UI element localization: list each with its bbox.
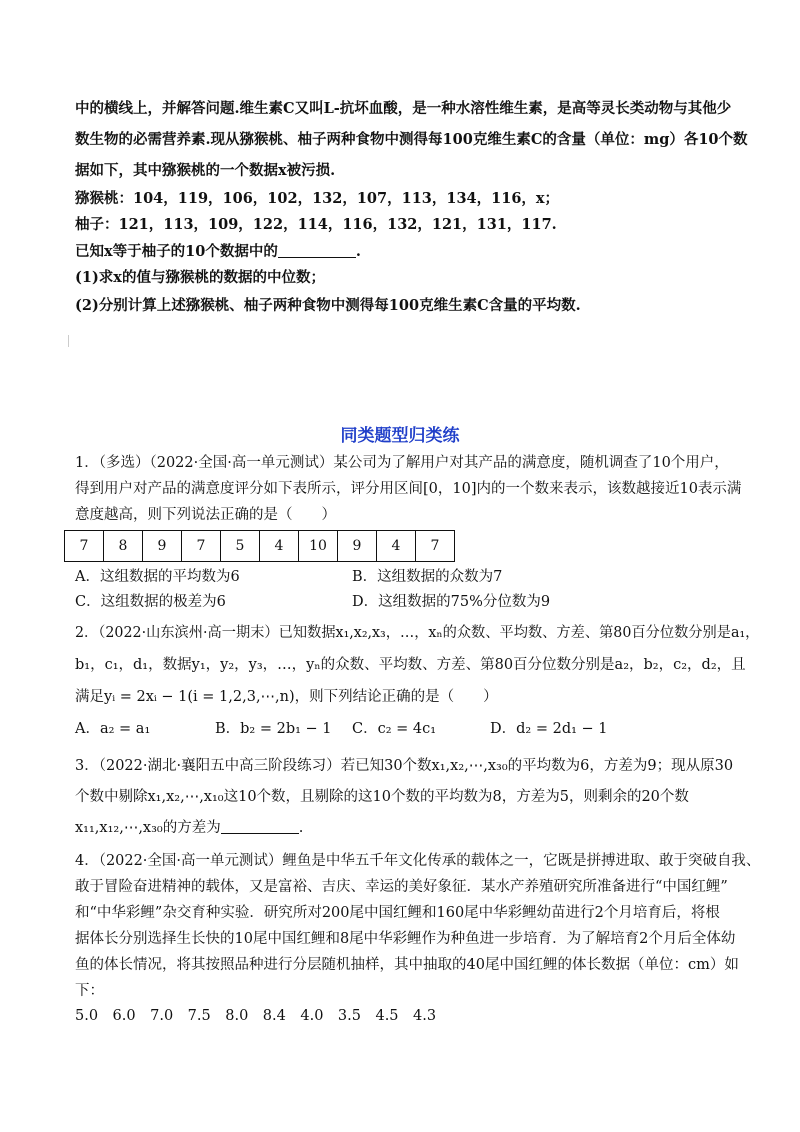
p2-text-line: b₁，c₁，d₁，数据y₁，y₂，y₃，…，yₙ的众数、平均数、方差、第80百分位数分别是a₂，b₂，c₂，d₂，且 <box>75 657 746 673</box>
p4-data-line: 5.0 6.0 7.0 7.5 8.0 8.4 4.0 3.5 4.5 4.3 <box>75 1008 437 1024</box>
p2-text-line: 满足yᵢ = 2xᵢ − 1(i = 1,2,3,⋯,n)，则下列结论正确的是（ ） <box>75 689 498 705</box>
problem-blank-text: 已知x等于柚子的10个数据中的 <box>75 243 278 260</box>
p1-option-c[interactable]: C．这组数据的极差为6 <box>75 594 226 610</box>
margin-mark <box>68 335 69 347</box>
problem-blank-line <box>75 242 361 262</box>
answer-blank[interactable] <box>278 243 356 258</box>
p4-text-line: 据体长分别选择生长快的10尾中国红鲤和8尾中华彩鲤作为种鱼进一步培育．为了解培育2个月后全体幼 <box>75 931 736 947</box>
p2-text-line: 2．（2022·山东滨州·高一期末）已知数据x₁,x₂,x₃，…，xₙ的众数、平均数、方差、第80百分位数分别是a₁， <box>75 625 760 641</box>
table-cell: 10 <box>299 531 338 562</box>
problem-text-line: 中的横线上，并解答问题.维生素C又叫L-抗坏血酸，是一种水溶性维生素，是高等灵长类动物与其他少 <box>75 100 732 117</box>
table-row <box>65 531 455 562</box>
p2-option-a[interactable]: A．a₂ = a₁ <box>75 721 151 737</box>
answer-blank[interactable] <box>221 819 299 834</box>
p1-option-a[interactable]: A．这组数据的平均数为6 <box>75 569 240 585</box>
p3-text-line: 3．（2022·湖北·襄阳五中高三阶段练习）若已知30个数x₁,x₂,⋯,x₃₀的平均数为6，方差为9；现从原30 <box>75 758 734 774</box>
question-1: (1)求x的值与猕猴桃的数据的中位数； <box>75 269 325 286</box>
problem-text-line: 据如下，其中猕猴桃的一个数据x被污损. <box>75 162 336 179</box>
table-cell: 8 <box>104 531 143 562</box>
p2-option-b[interactable]: B．b₂ = 2b₁ − 1 <box>215 721 332 737</box>
problem-blank-end: . <box>355 243 361 260</box>
p1-option-b[interactable]: B．这组数据的众数为7 <box>352 569 503 585</box>
p4-text-line: 下： <box>75 983 104 999</box>
p1-option-d[interactable]: D．这组数据的75%分位数为9 <box>352 594 551 610</box>
p3-blank-text: x₁₁,x₁₂,⋯,x₃₀的方差为 <box>75 820 221 836</box>
table-cell: 4 <box>260 531 299 562</box>
p4-text-line: 4．（2022·全国·高一单元测试）鲤鱼是中华五千年文化传承的载体之一，它既是拼搏进取、敢于突破自我、 <box>75 853 761 869</box>
score-table <box>64 530 455 562</box>
p4-text-line: 和“中华彩鲤”杂交育种实验．研究所对200尾中国红鲤和160尾中华彩鲤幼苗进行2个月培育后，将根 <box>75 905 720 921</box>
kiwi-data-line: 猕猴桃：104，119，106，102，132，107，113，134，116，x； <box>75 190 560 207</box>
section-title: 同类题型归类练 <box>340 426 460 446</box>
p2-option-d[interactable]: D．d₂ = 2d₁ − 1 <box>490 721 608 737</box>
table-cell: 5 <box>221 531 260 562</box>
p3-blank-end: . <box>298 820 304 836</box>
p4-text-line: 鱼的体长情况，将其按照品种进行分层随机抽样，其中抽取的40尾中国红鲤的体长数据（单位：cm）如 <box>75 957 739 973</box>
problem-text-line: 数生物的必需营养素.现从猕猴桃、柚子两种食物中测得每100克维生素C的含量（单位：mg）各10个数 <box>75 131 748 148</box>
table-cell: 9 <box>143 531 182 562</box>
p1-text-line: 得到用户对产品的满意度评分如下表所示，评分用区间[0，10]内的一个数来表示，该数越接近10表示满 <box>75 481 742 497</box>
table-cell: 9 <box>338 531 377 562</box>
p4-text-line: 敢于冒险奋进精神的载体，又是富裕、吉庆、幸运的美好象征．某水产养殖研究所准备进行“中国红鲤” <box>75 879 728 895</box>
table-cell: 7 <box>416 531 455 562</box>
table-cell: 7 <box>182 531 221 562</box>
pomelo-data-line: 柚子：121，113，109，122，114，116，132，121，131，117. <box>75 216 557 233</box>
table-cell: 4 <box>377 531 416 562</box>
p3-text-line: 个数中剔除x₁,x₂,⋯,x₁₀这10个数，且剔除的这10个数的平均数为8，方差为5，则剩余的20个数 <box>75 789 689 805</box>
p1-text-line: 1．（多选）（2022·全国·高一单元测试）某公司为了解用户对其产品的满意度，随机调查了10个用户， <box>75 455 729 471</box>
table-cell: 7 <box>65 531 104 562</box>
p3-blank-line <box>75 818 303 838</box>
question-2: (2)分别计算上述猕猴桃、柚子两种食物中测得每100克维生素C含量的平均数. <box>75 297 581 314</box>
p2-option-c[interactable]: C．c₂ = 4c₁ <box>352 721 437 737</box>
p1-text-line: 意度越高，则下列说法正确的是（ ） <box>75 507 336 523</box>
